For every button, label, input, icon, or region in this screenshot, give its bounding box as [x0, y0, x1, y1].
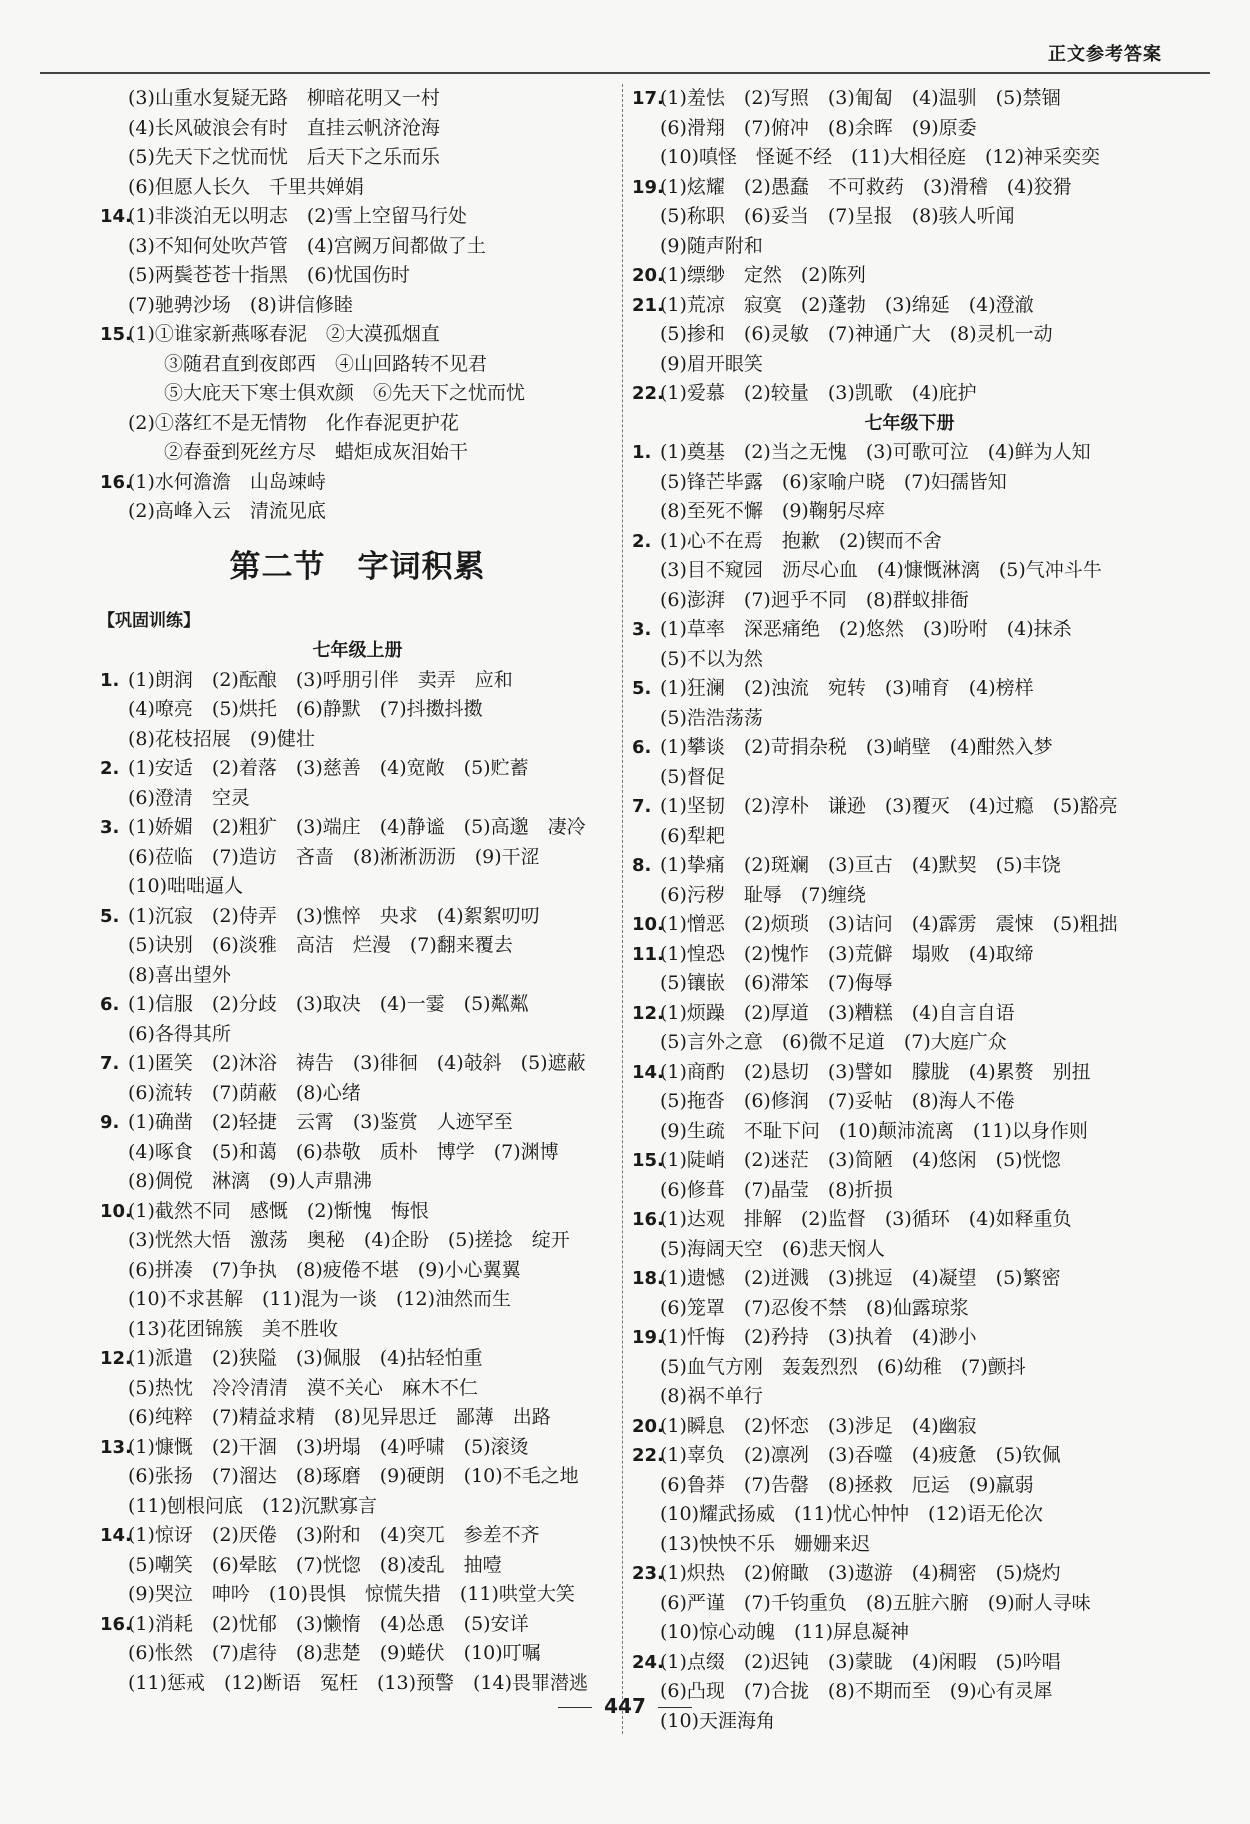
answer-line — [100, 1580, 615, 1610]
answer-line — [100, 813, 615, 843]
answer-text: (5)海阔天空 (6)悲天悯人 — [660, 1237, 885, 1260]
answer-line — [632, 881, 1187, 911]
answer-text: ③随君直到夜郎西 ④山回路转不见君 — [164, 352, 488, 375]
question-number: 16. — [632, 1209, 664, 1230]
question-number: 19. — [632, 1327, 664, 1348]
answer-text: (10)不求甚解 (11)混为一谈 (12)油然而生 — [128, 1288, 512, 1310]
question-number: 20. — [632, 1415, 664, 1437]
answer-text: (1)点缀 (2)迟钝 (3)蒙眬 (4)闲暇 (5)吟唱 — [660, 1650, 1061, 1673]
answer-text: (1)炽热 (2)俯瞰 (3)遨游 (4)稠密 (5)烧灼 — [660, 1562, 1061, 1584]
answer-text: (9)随声附和 — [660, 234, 763, 257]
question-number: 17. — [632, 88, 664, 109]
answer-text: (1)派遣 (2)狭隘 (3)佩服 (4)拈轻怕重 — [128, 1347, 483, 1369]
answer-text: ⑤大庇天下寒士俱欢颜 ⑥先天下之忧而忧 — [164, 382, 526, 404]
question-number: 21. — [632, 294, 664, 316]
question-number: 22. — [632, 1445, 664, 1466]
answer-line — [632, 1146, 1187, 1176]
answer-line — [100, 1020, 615, 1050]
answer-line — [100, 1639, 615, 1669]
answer-line — [100, 1285, 615, 1315]
answer-text: (1)忏悔 (2)矜持 (3)执着 (4)渺小 — [660, 1326, 977, 1348]
grade-heading: 七年级上册 — [312, 640, 403, 661]
answer-text: (13)怏怏不乐 姗姗来迟 — [660, 1532, 871, 1555]
question-number: 13. — [100, 1436, 132, 1458]
answer-line — [100, 1403, 615, 1433]
answer-text: (1)娇媚 (2)粗犷 (3)端庄 (4)静谧 (5)高邈 凄冷 — [128, 816, 586, 838]
answer-text: (5)不以为然 — [660, 647, 763, 670]
answer-text: (1)攀谈 (2)苛捐杂税 (3)峭壁 (4)酣然入梦 — [660, 736, 1053, 758]
answer-line — [100, 1167, 615, 1197]
answer-line — [100, 931, 615, 961]
answer-text: (10)咄咄逼人 — [128, 875, 244, 897]
answer-line — [632, 261, 1187, 291]
answer-text: (6)怅然 (7)虐待 (8)悲楚 (9)蜷伏 (10)叮嘱 — [128, 1642, 541, 1664]
section-title-text: 第二节 字词积累 — [229, 548, 486, 585]
answer-line — [632, 674, 1187, 704]
answer-line — [100, 114, 615, 144]
answer-line — [100, 1315, 615, 1345]
answer-line — [632, 202, 1187, 232]
answer-text: (1)信服 (2)分歧 (3)取决 (4)一霎 (5)粼粼 — [128, 993, 529, 1015]
grade-heading: 七年级下册 — [864, 412, 955, 434]
answer-text: (6)修葺 (7)晶莹 (8)折损 — [660, 1178, 893, 1201]
answer-line — [632, 940, 1187, 970]
answer-line — [632, 763, 1187, 793]
answer-line — [100, 143, 615, 173]
answer-text: (1)水何澹澹 山岛竦峙 — [128, 470, 326, 493]
page-number-dash-left — [558, 1707, 592, 1708]
answer-line — [100, 902, 615, 932]
answer-text: (5)拖沓 (6)修润 (7)妥帖 (8)海人不倦 — [660, 1090, 1015, 1112]
answer-line — [100, 1374, 615, 1404]
answer-line — [632, 1294, 1187, 1324]
answer-text: (1)陡峭 (2)迷茫 (3)简陋 (4)悠闲 (5)恍惚 — [660, 1149, 1061, 1171]
answer-text: (1)爱慕 (2)较量 (3)凯歌 (4)庇护 — [660, 382, 977, 404]
answer-text: (8)至死不懈 (9)鞠躬尽瘁 — [660, 500, 885, 522]
answer-line — [632, 1205, 1187, 1235]
answer-text: (1)遗憾 (2)迸溅 (3)挑逗 (4)凝望 (5)繁密 — [660, 1267, 1061, 1289]
answer-text: (3)不知何处吹芦管 (4)宫阙万间都做了土 — [128, 234, 486, 257]
answer-text: (1)辜负 (2)凛冽 (3)吞噬 (4)疲惫 (5)钦佩 — [660, 1444, 1061, 1466]
answer-line — [632, 232, 1187, 262]
answer-line — [632, 792, 1187, 822]
answer-line — [632, 1353, 1187, 1383]
section-title — [100, 527, 615, 607]
answer-text: (1)沉寂 (2)侍弄 (3)憔悴 央求 (4)絮絮叨叨 — [128, 904, 540, 927]
question-number: 7. — [632, 796, 652, 817]
answer-line — [100, 1492, 615, 1522]
answer-line — [632, 1559, 1187, 1589]
answer-text: (6)滑翔 (7)俯冲 (8)余晖 (9)原委 — [660, 116, 977, 139]
question-number: 15. — [100, 324, 132, 345]
answer-text: (1)惶恐 (2)愧怍 (3)荒僻 塌败 (4)取缔 — [660, 942, 1034, 965]
answer-text: (9)哭泣 呻吟 (10)畏惧 惊慌失措 (11)哄堂大笑 — [128, 1583, 575, 1605]
question-number: 10. — [100, 1200, 132, 1222]
question-number: 2. — [100, 758, 120, 779]
answer-text: (8)喜出望外 — [128, 963, 231, 986]
answer-text: (1)商酌 (2)恳切 (3)譬如 朦胧 (4)累赘 别扭 — [660, 1060, 1091, 1083]
answer-text: (11)刨根问底 (12)沉默寡言 — [128, 1494, 378, 1517]
answer-line — [100, 232, 615, 262]
answer-line — [632, 1441, 1187, 1471]
answer-line — [100, 1433, 615, 1463]
answer-line — [632, 379, 1187, 409]
answer-line — [632, 1323, 1187, 1353]
question-number: 23. — [632, 1563, 664, 1584]
page-number-value: 447 — [604, 1694, 646, 1718]
answer-text: ②春蚕到死丝方尽 蜡炬成灰泪始干 — [164, 441, 469, 463]
answer-text: (1)截然不同 感慨 (2)惭愧 悔恨 — [128, 1199, 429, 1222]
page-number — [0, 1694, 1250, 1718]
answer-line — [632, 1589, 1187, 1619]
answer-text: (6)笼罩 (7)忍俊不禁 (8)仙露琼浆 — [660, 1296, 969, 1319]
answer-line — [632, 1500, 1187, 1530]
question-number: 8. — [632, 855, 652, 876]
answer-text: (6)纯粹 (7)精益求精 (8)见异思迁 鄙薄 出路 — [128, 1406, 551, 1428]
answer-text: (5)掺和 (6)灵敏 (7)神通广大 (8)灵机一动 — [660, 323, 1053, 345]
answer-text: (8)花枝招展 (9)健壮 — [128, 727, 315, 750]
answer-text: (6)犁耙 — [660, 824, 725, 847]
question-number: 9. — [100, 1112, 120, 1133]
answer-line — [632, 1382, 1187, 1412]
question-number: 5. — [632, 678, 652, 699]
question-number: 16. — [100, 471, 132, 493]
answer-text: (8)倜傥 淋漓 (9)人声鼎沸 — [128, 1170, 372, 1192]
answer-text: (8)祸不单行 — [660, 1385, 763, 1407]
question-number: 14. — [632, 1061, 664, 1083]
answer-line — [632, 1530, 1187, 1560]
answer-line — [632, 1471, 1187, 1501]
answer-text: (1)坚韧 (2)淳朴 谦逊 (3)覆灭 (4)过瘾 (5)豁亮 — [660, 795, 1118, 817]
answer-line — [632, 733, 1187, 763]
answer-line — [632, 1235, 1187, 1265]
answer-text: (6)污秽 耻辱 (7)缠绕 — [660, 883, 866, 906]
answer-line — [100, 1344, 615, 1374]
question-number: 7. — [100, 1053, 120, 1074]
answer-line — [100, 1610, 615, 1640]
answer-text: (6)张扬 (7)溜达 (8)琢磨 (9)硬朗 (10)不毛之地 — [128, 1465, 579, 1487]
answer-text: (6)凸现 (7)合拢 (8)不期而至 (9)心有灵犀 — [660, 1680, 1053, 1702]
question-number: 14. — [100, 1525, 132, 1546]
answer-text: (13)花团锦簇 美不胜收 — [128, 1317, 339, 1340]
question-number: 24. — [632, 1651, 664, 1673]
answer-line — [100, 173, 615, 203]
answer-text: (6)澎湃 (7)迥乎不同 (8)群蚁排衙 — [660, 588, 969, 611]
answer-line — [632, 556, 1187, 586]
answer-line — [100, 379, 615, 409]
answer-text: (4)长风破浪会有时 直挂云帆济沧海 — [128, 116, 440, 139]
page-number-dash-right — [658, 1707, 692, 1708]
question-number: 1. — [100, 669, 120, 691]
answer-line — [100, 872, 615, 902]
answer-line — [100, 1462, 615, 1492]
answer-line — [100, 1226, 615, 1256]
answer-line — [100, 1049, 615, 1079]
answer-text: (9)生疏 不耻下问 (10)颠沛流离 (11)以身作则 — [660, 1119, 1088, 1142]
answer-text: (5)两鬓苍苍十指黑 (6)忧国伤时 — [128, 264, 410, 286]
answer-text: (4)嘹亮 (5)烘托 (6)静默 (7)抖擞抖擞 — [128, 698, 483, 720]
answer-text: (2)①落红不是无情物 化作春泥更护花 — [128, 411, 459, 434]
answer-text: (3)山重水复疑无路 柳暗花明又一村 — [128, 87, 440, 109]
question-number: 19. — [632, 176, 664, 198]
answer-line — [632, 704, 1187, 734]
question-number: 12. — [100, 1348, 132, 1369]
answer-text: (1)奠基 (2)当之无愧 (3)可歌可泣 (4)鲜为人知 — [660, 441, 1091, 463]
answer-text: (1)狂澜 (2)浊流 宛转 (3)哺育 (4)榜样 — [660, 677, 1034, 699]
answer-text: (1)挚痛 (2)斑斓 (3)亘古 (4)默契 (5)丰饶 — [660, 854, 1061, 876]
answer-line — [632, 1028, 1187, 1058]
answer-line — [632, 645, 1187, 675]
answer-line — [100, 990, 615, 1020]
question-number: 5. — [100, 905, 120, 927]
left-column — [100, 84, 615, 1698]
answer-line — [632, 1058, 1187, 1088]
answer-line — [632, 527, 1187, 557]
answer-line — [632, 851, 1187, 881]
answer-line — [100, 468, 615, 498]
answer-text: (1)①谁家新燕啄春泥 ②大漠孤烟直 — [128, 323, 440, 345]
answer-line — [100, 1079, 615, 1109]
exercise-label: 【巩固训练】 — [98, 610, 200, 631]
answer-text: (6)鲁莽 (7)告罄 (8)拯救 厄运 (9)羸弱 — [660, 1473, 1034, 1496]
question-number: 6. — [632, 737, 652, 758]
answer-text: (5)嘲笑 (6)晕眩 (7)恍惚 (8)凌乱 抽噎 — [128, 1553, 502, 1576]
answer-line — [632, 143, 1187, 173]
answer-text: (6)澄清 空灵 — [128, 786, 250, 809]
answer-text: (9)眉开眼笑 — [660, 352, 763, 375]
answer-text: (10)耀武扬威 (11)忧心忡忡 (12)语无伦次 — [660, 1503, 1044, 1525]
question-number: 1. — [632, 442, 652, 463]
answer-line — [632, 1117, 1187, 1147]
answer-text: (1)炫耀 (2)愚蠢 不可救药 (3)滑稽 (4)狡猾 — [660, 175, 1072, 198]
answer-text: (5)热忱 冷冷清清 漠不关心 麻木不仁 — [128, 1376, 478, 1399]
answer-text: (1)烦躁 (2)厚道 (3)糟糕 (4)自言自语 — [660, 1001, 1015, 1024]
question-number: 20. — [632, 265, 664, 286]
answer-text: (1)憎恶 (2)烦琐 (3)诘问 (4)霹雳 震悚 (5)粗拙 — [660, 913, 1118, 935]
answer-line — [632, 1176, 1187, 1206]
answer-line — [632, 497, 1187, 527]
answer-text: (1)朗润 (2)酝酿 (3)呼朋引伴 卖弄 应和 — [128, 668, 513, 691]
answer-line — [100, 438, 615, 468]
answer-line — [632, 1412, 1187, 1442]
answer-text: (6)拼凑 (7)争执 (8)疲倦不堪 (9)小心翼翼 — [128, 1258, 521, 1281]
answer-text: (1)羞怯 (2)写照 (3)匍匐 (4)温驯 (5)禁锢 — [660, 87, 1061, 109]
question-number: 18. — [632, 1268, 664, 1289]
answer-line — [100, 1138, 615, 1168]
answer-text: (1)瞬息 (2)怀恋 (3)涉足 (4)幽寂 — [660, 1414, 977, 1437]
answer-line — [632, 999, 1187, 1029]
answer-line — [100, 409, 615, 439]
answer-line — [100, 84, 615, 114]
answer-line — [632, 84, 1187, 114]
answer-text: (1)确凿 (2)轻捷 云霄 (3)鉴赏 人迹罕至 — [128, 1111, 513, 1133]
answer-line — [100, 695, 615, 725]
answer-line — [100, 497, 615, 527]
answer-line — [100, 666, 615, 696]
answer-line — [100, 1256, 615, 1286]
answer-line — [100, 1551, 615, 1581]
answer-text: (1)草率 深恶痛绝 (2)悠然 (3)吩咐 (4)抹杀 — [660, 618, 1072, 640]
answer-text: (3)恍然大悟 激荡 奥秘 (4)企盼 (5)搓捻 绽开 — [128, 1229, 570, 1251]
question-number: 2. — [632, 530, 652, 552]
answer-text: (5)言外之意 (6)微不足道 (7)大庭广众 — [660, 1031, 1007, 1053]
answer-text: (6)各得其所 — [128, 1022, 231, 1045]
answer-line — [100, 725, 615, 755]
answer-line — [100, 320, 615, 350]
question-number: 14. — [100, 206, 132, 227]
answer-line — [100, 1108, 615, 1138]
answer-line — [632, 1648, 1187, 1678]
answer-text: (5)督促 — [660, 765, 725, 788]
answer-text: (1)心不在焉 抱歉 (2)锲而不舍 — [660, 529, 942, 552]
answer-line — [100, 1521, 615, 1551]
header-rule — [40, 72, 1210, 74]
answer-text: (1)匿笑 (2)沐浴 祷告 (3)徘徊 (4)攲斜 (5)遮蔽 — [128, 1052, 586, 1074]
answer-line — [100, 350, 615, 380]
answer-text: (3)目不窥园 沥尽心血 (4)慷慨淋漓 (5)气冲斗牛 — [660, 559, 1102, 581]
answer-line — [100, 202, 615, 232]
answer-text: (1)消耗 (2)忧郁 (3)懒惰 (4)怂恿 (5)安详 — [128, 1612, 529, 1635]
answer-text: (10)嗔怪 怪诞不经 (11)大相径庭 (12)神采奕奕 — [660, 146, 1101, 168]
answer-line — [632, 586, 1187, 616]
answer-line — [632, 822, 1187, 852]
answer-line — [632, 1087, 1187, 1117]
answer-text: (5)镶嵌 (6)滞笨 (7)侮辱 — [660, 972, 893, 994]
answer-text: (6)但愿人长久 千里共婵娟 — [128, 175, 364, 198]
answer-text: (10)惊心动魄 (11)屏息凝神 — [660, 1621, 910, 1643]
answer-text: (5)浩浩荡荡 — [660, 706, 763, 729]
answer-text: (1)非淡泊无以明志 (2)雪上空留马行处 — [128, 205, 467, 227]
answer-line — [632, 468, 1187, 498]
question-number: 10. — [632, 914, 664, 935]
answer-text: (5)诀别 (6)淡雅 高洁 烂漫 (7)翻来覆去 — [128, 934, 513, 956]
answer-text: (5)血气方刚 轰轰烈烈 (6)幼稚 (7)颤抖 — [660, 1355, 1026, 1378]
question-number: 16. — [100, 1613, 132, 1635]
answer-text: (1)慷慨 (2)干涸 (3)坍塌 (4)呼啸 (5)滚烫 — [128, 1435, 529, 1458]
answer-line — [632, 350, 1187, 380]
answer-line — [632, 114, 1187, 144]
answer-text: (1)达观 排解 (2)监督 (3)循环 (4)如释重负 — [660, 1208, 1072, 1230]
question-number: 12. — [632, 1002, 664, 1024]
question-number: 15. — [632, 1150, 664, 1171]
answer-text: (6)严谨 (7)千钧重负 (8)五脏六腑 (9)耐人寻味 — [660, 1591, 1091, 1614]
question-number: 3. — [632, 619, 652, 640]
question-number: 3. — [100, 817, 120, 838]
answer-line — [100, 961, 615, 991]
answer-line — [100, 754, 615, 784]
answer-line — [632, 969, 1187, 999]
answer-text: (6)流转 (7)荫蔽 (8)心绪 — [128, 1081, 361, 1104]
answer-line — [100, 261, 615, 291]
answer-text: (4)啄食 (5)和蔼 (6)恭敬 质朴 博学 (7)渊博 — [128, 1140, 559, 1163]
answer-line — [100, 291, 615, 321]
answer-text: (1)缥缈 定然 (2)陈列 — [660, 264, 866, 286]
question-number: 22. — [632, 383, 664, 404]
answer-line — [632, 1264, 1187, 1294]
answer-line — [632, 1618, 1187, 1648]
answer-line — [632, 910, 1187, 940]
page-header-title: 正文参考答案 — [1048, 44, 1162, 65]
answer-text: (1)荒凉 寂寞 (2)蓬勃 (3)绵延 (4)澄澈 — [660, 293, 1034, 316]
answer-text: (5)锋芒毕露 (6)家喻户晓 (7)妇孺皆知 — [660, 470, 1007, 493]
answer-text: (1)安适 (2)着落 (3)慈善 (4)宽敞 (5)贮蓄 — [128, 757, 529, 779]
answer-line — [632, 438, 1187, 468]
answer-text: (11)惩戒 (12)断语 冤枉 (13)预警 (14)畏罪潜逃 — [128, 1671, 589, 1694]
answer-text: (5)称职 (6)妥当 (7)呈报 (8)骇人听闻 — [660, 205, 1015, 227]
right-column — [632, 84, 1187, 1736]
question-number: 6. — [100, 994, 120, 1015]
answer-text: (5)先天下之忧而忧 后天下之乐而乐 — [128, 146, 440, 168]
answer-line — [632, 173, 1187, 203]
answer-text: (6)莅临 (7)造访 吝啬 (8)淅淅沥沥 (9)干涩 — [128, 845, 540, 868]
answer-line — [632, 615, 1187, 645]
answer-text: (2)高峰入云 清流见底 — [128, 500, 326, 522]
answer-line — [100, 1197, 615, 1227]
answer-line — [100, 784, 615, 814]
question-number: 11. — [632, 943, 664, 965]
answer-text: (10)天涯海角 — [660, 1709, 776, 1732]
column-divider — [622, 84, 623, 1734]
answer-line — [632, 291, 1187, 321]
answer-text: (1)惊讶 (2)厌倦 (3)附和 (4)突兀 参差不齐 — [128, 1524, 540, 1546]
answer-line — [100, 843, 615, 873]
answer-line — [632, 320, 1187, 350]
answer-text: (7)驰骋沙场 (8)讲信修睦 — [128, 293, 353, 316]
